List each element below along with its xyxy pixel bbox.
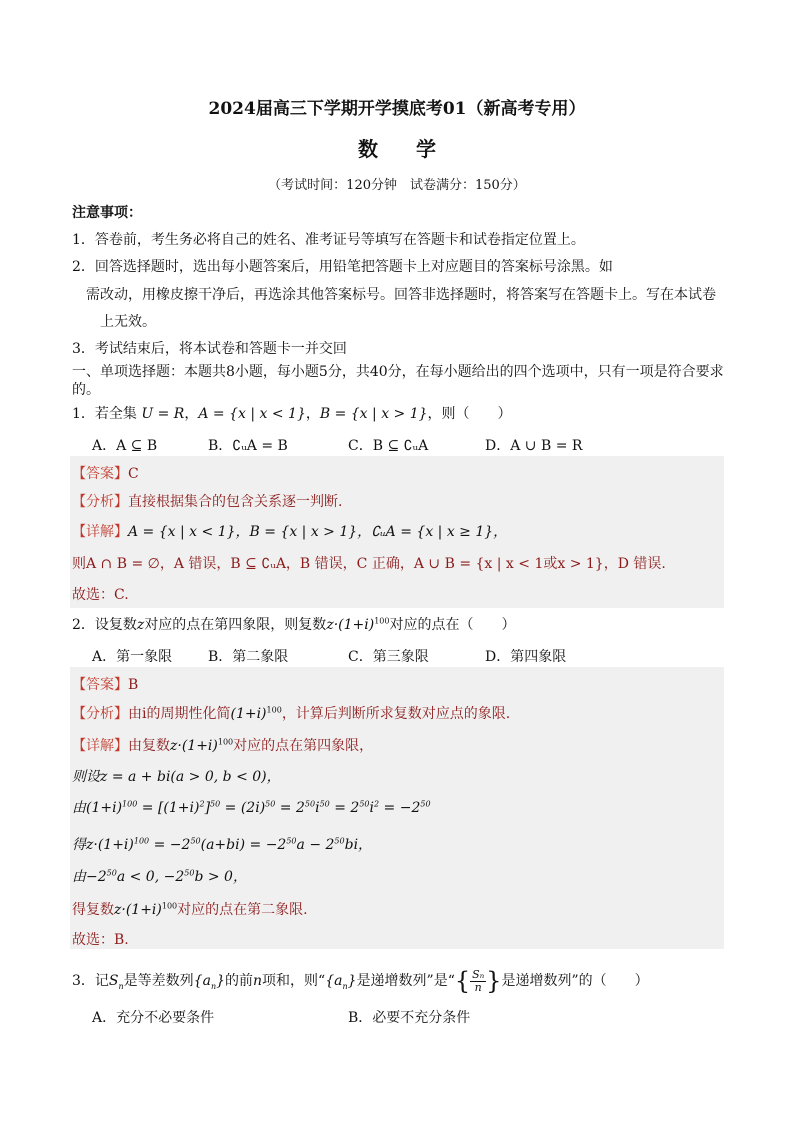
q2-step2-exp3: 50 — [210, 799, 221, 809]
exam-meta: （考试时间：120分钟 试卷满分：150分） — [268, 178, 526, 193]
q2-step-3 — [72, 834, 372, 854]
q3-fraction — [470, 969, 486, 994]
q2-answer — [72, 674, 138, 694]
q2-stem-expr: z·(1+i) — [326, 617, 375, 633]
notes-item-1: 1．答卷前，考生务必将自己的姓名、准考证号等填写在答题卡和试卷指定位置上。 — [72, 232, 585, 248]
q2-step-5 — [72, 899, 308, 919]
q1-analysis-text: 直接根据集合的包含关系逐一判断. — [128, 494, 343, 510]
q2-stem-a: 2．设复数 — [72, 617, 137, 633]
q3-stem-an: {a — [193, 973, 211, 989]
q3-fraction-denominator: n — [474, 980, 482, 994]
notes-item-3: 3．考试结束后，将本试卷和答题卡一并交回 — [72, 341, 347, 357]
q2-step2-e: = 2 — [275, 800, 305, 816]
q1-detail-2: 则A ∩ B = ∅，A 错误，B ⊆ ∁ᵤA，B 错误，C 正确，A ∪ B = {x | x < 1或x > 1}，D 错误. — [72, 556, 666, 572]
q3-option-b: B．必要不充分条件 — [348, 1010, 471, 1026]
q2-option-a: A．第一象限 — [92, 649, 173, 665]
q2-stem-b: 对应的点在第四象限，则复数 — [144, 617, 327, 633]
q1-stem-setA: A = {x | x < 1} — [198, 406, 306, 422]
notes-item-2b: 需改动，用橡皮擦干净后，再选涂其他答案标号。回答非选择题时，将答案写在答题卡上。写在本试卷 — [86, 287, 716, 303]
q3-stem-sn: S — [108, 973, 119, 989]
q2-detail-b: 对应的点在第四象限， — [233, 738, 374, 754]
q2-step2-h: i — [369, 800, 374, 816]
q1-detail-text: A = {x | x < 1}，B = {x | x > 1}，∁ᵤA = {x | x ≥ 1}， — [128, 524, 508, 540]
q2-answer-tag: 【答案】 — [72, 677, 128, 693]
q2-option-b: B．第二象限 — [208, 649, 289, 665]
q1-analysis-tag: 【分析】 — [72, 494, 128, 510]
q1-answer — [72, 463, 139, 483]
q3-option-a: A．充分不必要条件 — [92, 1010, 215, 1026]
q3-stem — [72, 967, 649, 995]
q3-left-brace: { — [454, 967, 471, 995]
section1-intro: 一、单项选择题：本题共8小题，每小题5分，共40分，在每小题给出的四个选项中，只有一项是符合要求的。 — [72, 364, 724, 398]
q2-detail-tag: 【详解】 — [72, 738, 128, 754]
q2-step3-exp2: 50 — [190, 836, 201, 846]
q2-step2-exp2: 2 — [199, 799, 205, 809]
q2-step3-exp4: 50 — [334, 836, 345, 846]
q2-step-2 — [72, 797, 431, 817]
q2-step2-a: 由(1+i) — [72, 800, 123, 816]
q3-stem-a: 3．记 — [72, 973, 109, 989]
q2-analysis-expr: (1+i) — [230, 706, 267, 722]
q2-step2-exp7: 50 — [359, 799, 370, 809]
notes-item-2c: 上无效。 — [100, 314, 156, 330]
q1-answer-value: C — [128, 466, 139, 482]
q3-stem-an-close: } — [216, 973, 226, 989]
q2-stem-exp: 100 — [374, 616, 390, 626]
q1-conclusion: 故选：C. — [72, 587, 129, 603]
q2-step4-a: 由−2 — [72, 869, 107, 885]
q3-stem-d: 项和，则“ — [262, 973, 326, 989]
q1-detail — [72, 521, 507, 541]
q1-detail-tag: 【详解】 — [72, 524, 128, 540]
q1-stem-setB: B = {x | x > 1} — [319, 406, 428, 422]
q2-option-c: C．第三象限 — [348, 649, 429, 665]
q2-conclusion: 故选：B. — [72, 932, 129, 948]
q3-stem-f: 是递增数列”的（ ） — [501, 973, 649, 989]
q2-step2-exp4: 50 — [265, 799, 276, 809]
q2-step2-exp1: 100 — [122, 799, 138, 809]
exam-title: 2024届高三下学期开学摸底考01（新高考专用） — [208, 99, 586, 119]
q3-stem-e: 是递增数列”是“ — [356, 973, 455, 989]
q2-step3-d: a − 2 — [296, 837, 335, 853]
q2-step2-exp6: 50 — [319, 799, 330, 809]
q2-step-4 — [72, 866, 247, 886]
q2-detail-expr: z·(1+i) — [170, 738, 218, 754]
q1-option-b: B．∁ᵤA = B — [208, 438, 288, 454]
q3-stem-n: n — [253, 973, 263, 989]
q3-stem-c: 的前 — [225, 973, 254, 989]
q2-step3-e: bi， — [344, 837, 373, 853]
q2-step3-b: = −2 — [149, 837, 191, 853]
q2-step5-b: 对应的点在第二象限. — [177, 902, 308, 918]
q2-analysis-b: ，计算后判断所求复数对应点的象限. — [281, 706, 511, 722]
q2-step5-expr: z·(1+i) — [114, 902, 162, 918]
exam-subject: 数学 — [358, 137, 474, 161]
q2-analysis — [72, 703, 510, 723]
q2-step-1: 则设z = a + bi(a > 0, b < 0)， — [72, 769, 281, 785]
q2-step2-exp8: 2 — [373, 799, 380, 809]
q1-stem-e: ， — [305, 406, 320, 422]
q1-option-c: C．B ⊆ ∁ᵤA — [348, 438, 429, 454]
q2-step3-a: 得z·(1+i) — [72, 837, 134, 853]
q3-right-brace: } — [486, 967, 502, 995]
q2-option-d: D．第四象限 — [485, 649, 567, 665]
q2-step4-b: a < 0, −2 — [116, 869, 185, 885]
q1-analysis — [72, 491, 342, 511]
q2-detail — [72, 735, 373, 755]
q2-step4-exp1: 50 — [106, 868, 117, 878]
q2-step5-exp: 100 — [161, 901, 178, 911]
q2-step2-b: = [(1+i) — [137, 800, 200, 816]
q2-analysis-tag: 【分析】 — [72, 706, 128, 722]
q3-stem-b: 是等差数列 — [123, 973, 194, 989]
q3-stem-an-sub: n — [210, 981, 217, 991]
q2-answer-value: B — [128, 677, 139, 693]
q2-stem-z: z — [136, 617, 145, 633]
q2-step3-c: (a+bi) = −2 — [200, 837, 287, 853]
q3-fraction-numerator: Sₙ — [472, 967, 485, 981]
q1-stem-u: U = R — [141, 406, 185, 422]
q2-step2-i: = −2 — [379, 800, 421, 816]
q2-detail-exp: 100 — [217, 737, 234, 747]
q2-step5-a: 得复数 — [72, 902, 114, 918]
q2-step2-exp9: 50 — [420, 799, 431, 809]
q2-step3-exp1: 100 — [133, 836, 150, 846]
q2-detail-a: 由复数 — [128, 738, 170, 754]
q2-step2-c: ] — [204, 800, 211, 816]
q1-option-d: D．A ∪ B = R — [485, 438, 583, 454]
q3-stem-an2: {a — [325, 973, 343, 989]
q3-stem-sn-sub: n — [118, 981, 124, 991]
q2-step2-d: = (2i) — [220, 800, 266, 816]
q1-stem-a: 1．若全集 — [72, 406, 142, 422]
q2-step2-exp5: 50 — [304, 799, 316, 809]
q2-step2-f: i — [315, 800, 320, 816]
notes-item-2a: 2．回答选择题时，选出每小题答案后，用铅笔把答题卡上对应题目的答案标号涂黑。如 — [72, 259, 613, 275]
q2-stem-c: 对应的点在（ ） — [389, 617, 516, 633]
q2-step4-exp2: 50 — [184, 868, 195, 878]
q1-answer-tag: 【答案】 — [72, 466, 128, 482]
q1-option-a: A．A ⊆ B — [92, 438, 158, 454]
q2-analysis-a: 由i的周期性化简 — [128, 706, 231, 722]
q2-analysis-exp: 100 — [266, 705, 282, 715]
q3-stem-an2-close: } — [347, 973, 357, 989]
q1-stem-g: ，则（ ） — [427, 406, 512, 422]
q2-step4-c: b > 0， — [194, 869, 247, 885]
q3-stem-an2-sub: n — [342, 981, 348, 991]
q2-step2-g: = 2 — [329, 800, 360, 816]
q1-stem-c: ， — [184, 406, 199, 422]
q2-step3-exp3: 50 — [286, 836, 297, 846]
notes-heading: 注意事项： — [72, 205, 142, 221]
q1-stem — [72, 403, 512, 423]
q2-stem — [72, 614, 515, 634]
